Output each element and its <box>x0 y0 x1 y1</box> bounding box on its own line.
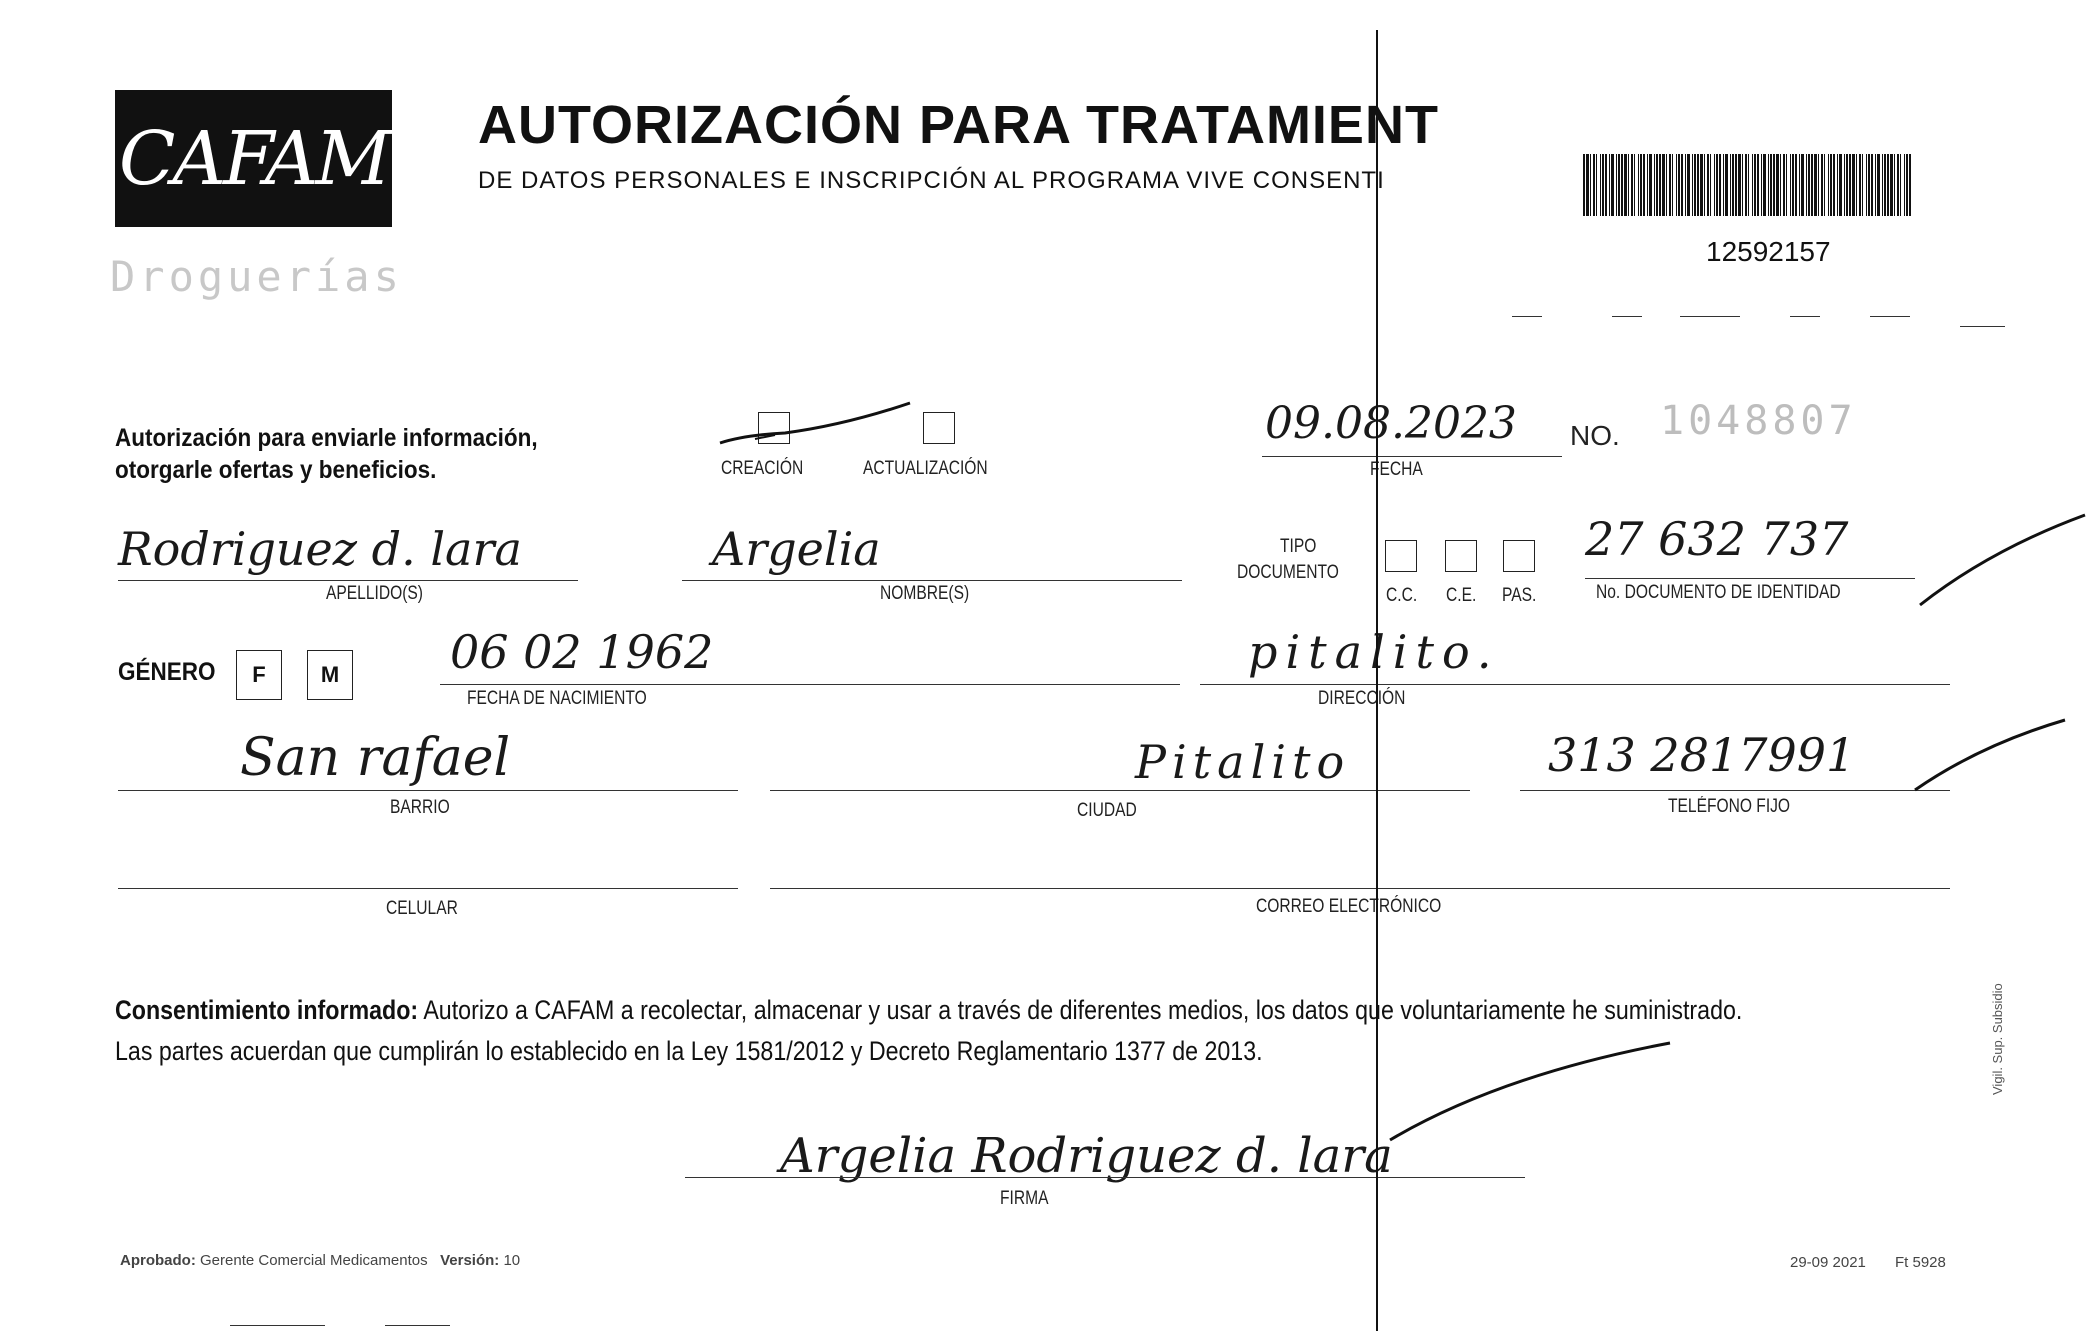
authorization-label-line2: otorgarle ofertas y beneficios. <box>115 456 437 484</box>
phone-value: 313 2817991 <box>1548 728 1856 782</box>
mobile-label: CELULAR <box>386 898 458 919</box>
phone-label: TELÉFONO FIJO <box>1668 796 1791 817</box>
version-label: Versión: <box>440 1252 500 1269</box>
surname-label: APELLIDO(S) <box>326 583 423 604</box>
gender-m-checkbox[interactable] <box>307 650 353 700</box>
neighborhood-label: BARRIO <box>390 797 450 818</box>
pas-label: PAS. <box>1502 585 1537 606</box>
form-code: Ft 5928 <box>1895 1254 1946 1271</box>
consent-line1: Autorizo a CAFAM a recolectar, almacenar y usar a través de diferentes medios, los datos que voluntariamente he suministrado. <box>418 995 1743 1025</box>
signature-value: Argelia Rodriguez d. lara <box>780 1128 1393 1184</box>
birth-date-value: 06 02 1962 <box>450 625 714 679</box>
no-label: NO. <box>1570 420 1620 451</box>
address-label: DIRECCIÓN <box>1318 688 1406 709</box>
email-label: CORREO ELECTRÓNICO <box>1256 896 1442 917</box>
barcode-icon <box>1583 154 1915 216</box>
signature-stroke <box>1380 1035 1680 1145</box>
check-mark-icon <box>1900 510 2086 610</box>
logo-subtitle: Droguerías <box>110 252 403 301</box>
form-number: 1048807 <box>1660 398 1857 444</box>
doc-type-label-2: DOCUMENTO <box>1237 562 1339 583</box>
creation-label: CREACIÓN <box>721 458 804 479</box>
neighborhood-value: San rafael <box>240 728 511 788</box>
ce-label: C.E. <box>1446 585 1477 606</box>
authorization-label-line1: Autorización para enviarle información, <box>115 424 538 452</box>
form-title: AUTORIZACIÓN PARA TRATAMIENT <box>478 95 1439 155</box>
update-checkbox[interactable] <box>923 412 955 444</box>
approved-label: Aprobado: <box>120 1252 196 1269</box>
logo-text: CAFAM <box>118 115 389 202</box>
approved-block <box>120 1252 520 1269</box>
creation-check-mark <box>715 395 915 455</box>
gender-f-checkbox[interactable] <box>236 650 282 700</box>
gender-label: GÉNERO <box>118 658 216 686</box>
address-value: pitalito. <box>1248 625 1500 679</box>
form-subtitle: DE DATOS PERSONALES E INSCRIPCIÓN AL PROGRAMA VIVE CONSENTI <box>478 167 1385 194</box>
gender-f-label: F <box>252 662 266 687</box>
name-label: NOMBRE(S) <box>880 583 970 604</box>
birth-date-label: FECHA DE NACIMIENTO <box>467 688 647 709</box>
doc-type-label-1: TIPO <box>1280 536 1317 557</box>
consent-line2: Las partes acuerdan que cumplirán lo establecido en la Ley 1581/2012 y Decreto Reglamentario 1377 de 2013. <box>115 1036 1263 1066</box>
surname-value: Rodriguez d. lara <box>118 522 522 576</box>
city-value: Pitalito <box>1135 735 1351 789</box>
doc-number-label: No. DOCUMENTO DE IDENTIDAD <box>1596 582 1841 603</box>
date-code: 29-09 2021 <box>1790 1254 1866 1271</box>
city-label: CIUDAD <box>1077 800 1137 821</box>
consent-heading: Consentimiento informado: <box>115 995 419 1025</box>
pas-checkbox[interactable] <box>1503 540 1535 572</box>
barcode-number: 12592157 <box>1706 236 1831 267</box>
fold-line <box>1376 30 1378 1331</box>
cc-checkbox[interactable] <box>1385 540 1417 572</box>
name-value: Argelia <box>712 522 881 576</box>
date-value: 09.08.2023 <box>1265 398 1517 449</box>
side-text: Vigil. Sup. Subsidio <box>1990 983 2005 1095</box>
signature-label: FIRMA <box>1000 1188 1049 1209</box>
date-label: FECHA <box>1370 459 1423 480</box>
approved-value: Gerente Comercial Medicamentos <box>200 1252 428 1269</box>
cc-label: C.C. <box>1386 585 1418 606</box>
version-value: 10 <box>503 1252 521 1269</box>
update-label: ACTUALIZACIÓN <box>863 458 988 479</box>
doc-number-value: 27 632 737 <box>1585 512 1849 566</box>
gender-m-label: M <box>320 662 340 687</box>
phone-check-mark-icon <box>1900 715 2070 795</box>
cafam-logo <box>115 90 392 227</box>
ce-checkbox[interactable] <box>1445 540 1477 572</box>
